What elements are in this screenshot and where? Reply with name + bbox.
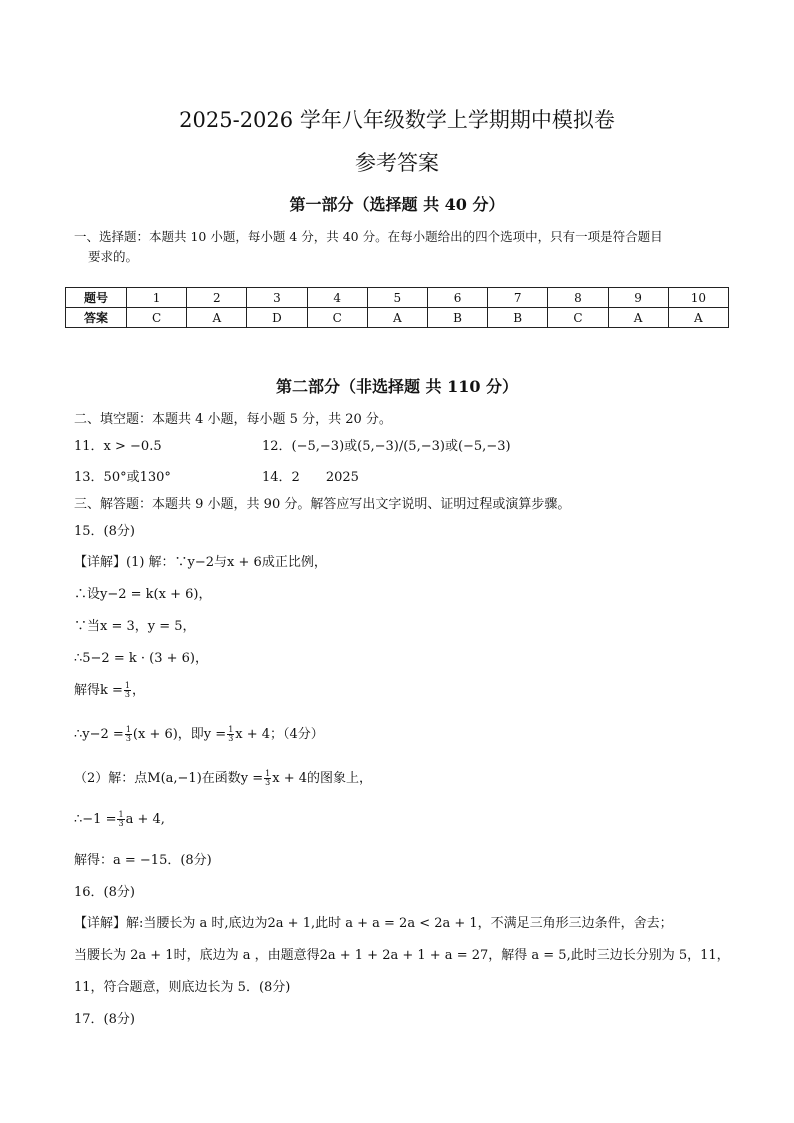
answer-13: 13．50°或130° [74,470,171,485]
table-cell: 10 [668,288,728,308]
table-cell: C [307,308,367,328]
fraction-denominator: 3 [265,778,271,787]
table-cell: B [427,308,487,328]
line-text: x + 4；（4分） [235,727,324,742]
question-16-header: 16．(8分) [74,885,135,900]
fill-instructions: 二、填空题：本题共 4 小题，每小题 5 分，共 20 分。 [74,412,392,427]
page-subtitle: 参考答案 [355,151,439,175]
q16-line: 11，符合题意，则底边长为 5．(8分) [74,980,291,995]
choice-instructions-line2: 要求的。 [88,249,139,264]
fraction [227,726,234,743]
table-cell: A [608,308,668,328]
q16-line: 当腰长为 2a + 1时，底边为 a ，由题意得2a + 1 + 2a + 1 + a = 27，解得 a = 5,此时三边长分别为 5，11， [74,948,730,963]
table-cell: C [127,308,187,328]
answer-11: 11．x > −0.5 [74,439,162,454]
q15-line: ∵当x = 3，y = 5， [74,619,196,634]
question-15-header: 15．(8分) [74,524,135,539]
table-header-number: 题号 [66,288,127,308]
q15-line [74,679,145,699]
line-text: ， [132,683,146,698]
table-cell: 6 [427,288,487,308]
fraction [125,726,132,743]
q15-line: ∴设y−2 = k(x + 6)， [74,587,212,602]
table-cell: 2 [187,288,247,308]
part2-heading: 第二部分（非选择题 共 110 分） [275,377,519,396]
q16-line: 【详解】解:当腰长为 a 时,底边为2a + 1,此时 a + a = 2a < 2a + 1，不满足三角形三边条件，舍去； [74,916,673,931]
question-17-header: 17．(8分) [74,1012,135,1027]
table-header-answer: 答案 [66,308,127,328]
fraction [117,811,124,828]
table-cell: C [548,308,608,328]
q15-line [74,811,165,828]
table-cell: 4 [307,288,367,308]
table-cell: 5 [367,288,427,308]
line-text: (x + 6)，即y = [132,727,227,742]
answer-14: 14．2 2025 [262,470,359,485]
line-text: x + 4的图象上， [272,771,373,786]
choice-instructions-line1: 一、选择题：本题共 10 小题，每小题 4 分，共 40 分。在每小题给出的四个选项中，只有一项是符合题目 [74,229,663,244]
table-cell: 7 [488,288,548,308]
table-cell: 1 [127,288,187,308]
table-cell: A [367,308,427,328]
line-text: （2）解：点M(a,−1)在函数y = [74,771,264,786]
fraction-denominator: 3 [228,734,234,743]
fraction [124,682,131,699]
line-text: ∴y−2 = [74,727,124,742]
table-cell: 3 [247,288,307,308]
q15-line: 解得：a = −15．(8分) [74,853,212,868]
answer-table [65,287,729,328]
q15-line: 【详解】(1) 解：∵y−2与x + 6成正比例， [74,555,327,570]
table-cell: 8 [548,288,608,308]
fraction-denominator: 3 [124,690,130,699]
fraction-numerator: 1 [118,810,124,819]
line-text: 解得k = [74,683,123,698]
table-cell: 9 [608,288,668,308]
page-title: 2025-2026 学年八年级数学上学期期中模拟卷 [179,108,615,132]
table-cell: A [668,308,728,328]
table-cell: B [488,308,548,328]
table-row [66,288,729,308]
fraction-numerator: 1 [265,769,271,778]
table-cell: D [247,308,307,328]
fraction-numerator: 1 [125,725,131,734]
q15-line: ∴5−2 = k · (3 + 6)， [74,651,208,666]
fraction-denominator: 3 [125,734,131,743]
line-text: a + 4, [125,812,165,827]
fraction-numerator: 1 [228,725,234,734]
q15-line [74,723,324,743]
solve-instructions: 三、解答题：本题共 9 小题，共 90 分。解答应写出文字说明、证明过程或演算步骤。 [74,497,571,512]
table-row [66,308,729,328]
answer-12: 12．(−5,−3)或(5,−3)/(5,−3)或(−5,−3) [262,439,511,454]
fraction-denominator: 3 [118,819,124,828]
line-text: ∴−1 = [74,812,117,827]
fraction [264,770,271,787]
fraction-numerator: 1 [124,681,130,690]
q15-line [74,767,372,787]
part1-heading: 第一部分（选择题 共 40 分） [289,195,505,214]
table-cell: A [187,308,247,328]
